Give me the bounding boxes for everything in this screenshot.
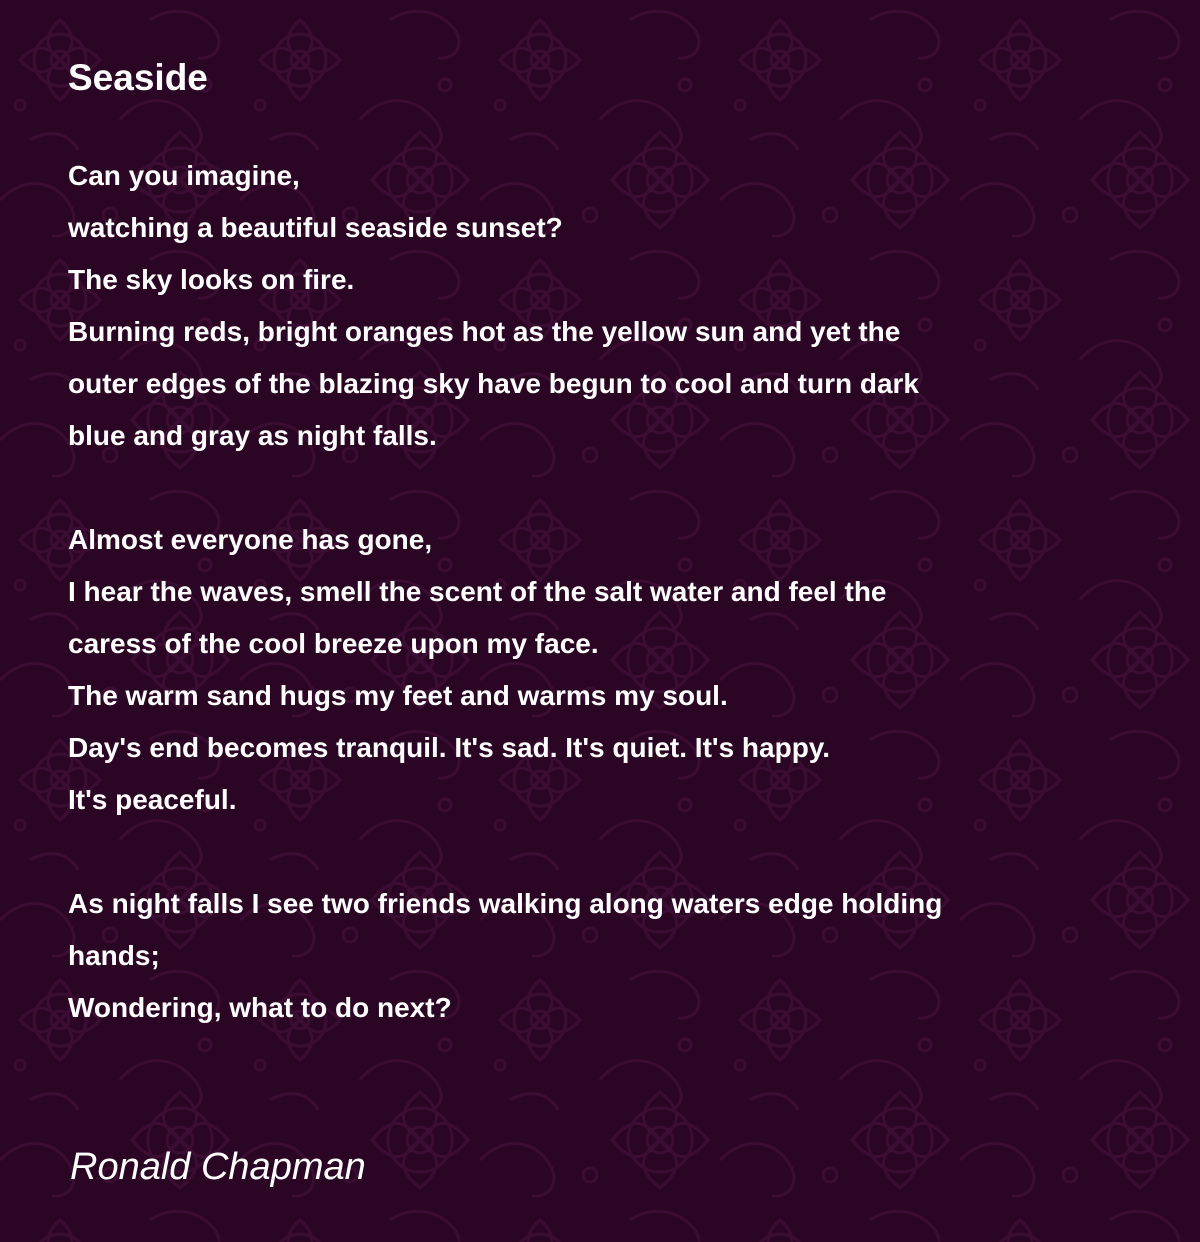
poem-author: Ronald Chapman: [70, 1146, 366, 1188]
poem-line: Wondering, what to do next?: [68, 992, 452, 1023]
poem-line: Burning reds, bright oranges hot as the yellow sun and yet the: [68, 316, 901, 347]
poem-line: It's peaceful.: [68, 784, 237, 815]
poem-line: outer edges of the blazing sky have begun to cool and turn dark: [68, 368, 920, 399]
poem-line: watching a beautiful seaside sunset?: [68, 212, 563, 243]
poem-line: Can you imagine,: [68, 160, 300, 191]
stanza-3: [68, 878, 1158, 1034]
poem-line: Day's end becomes tranquil. It's sad. It's quiet. It's happy.: [68, 732, 831, 763]
stanza-1: [68, 150, 1158, 462]
poem-body: [68, 150, 1158, 1086]
poem-line: The warm sand hugs my feet and warms my soul.: [68, 680, 728, 711]
poem-line: I hear the waves, smell the scent of the salt water and feel the: [68, 576, 887, 607]
poem-line: As night falls I see two friends walking along waters edge holding: [68, 888, 943, 919]
poem-line: hands;: [68, 940, 160, 971]
poem-line: caress of the cool breeze upon my face.: [68, 628, 599, 659]
poem-line: The sky looks on fire.: [68, 264, 355, 295]
stanza-2: [68, 514, 1158, 826]
poem-title: Seaside: [68, 57, 208, 98]
poem-line: Almost everyone has gone,: [68, 524, 433, 555]
poem-line: blue and gray as night falls.: [68, 420, 437, 451]
